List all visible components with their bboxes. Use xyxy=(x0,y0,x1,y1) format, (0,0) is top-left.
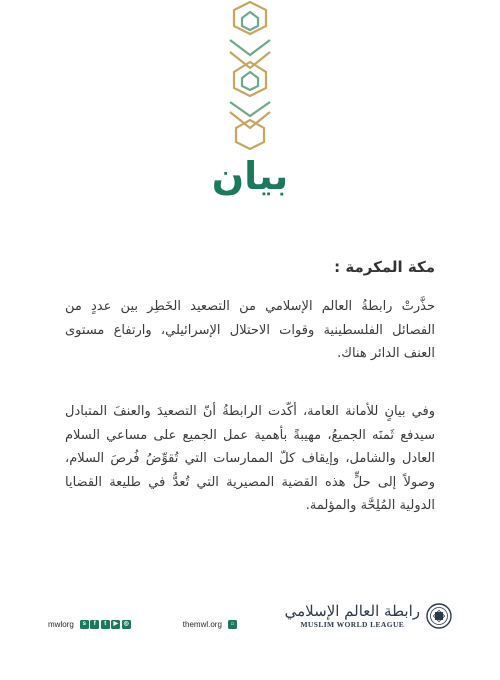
footer xyxy=(0,600,500,650)
logo-arabic: رابطة العالم الإسلامي xyxy=(284,602,420,620)
statement-paragraph-2: وفي بيانٍ للأمانة العامة، أكّدت الرابطةُ أنّ التصعيدَ والعنفَ المتبادل سيدفع ثَمنَه الجميعُ، مهيبةً بأهمية عمل الجميع على مساعي السلام العادل والشامل، وإيقاف كلّ الممارسات التي تُقوِّضُ فُرصَ السلام، وصولاً إلى حلٍّ هذه القضية المصيرية التي تُعدُّ في طليعة القضايا الدولية المُلِحَّة والمؤلمة. xyxy=(65,404,435,513)
social-handle: mwlorg xyxy=(48,620,74,629)
mwl-seal-icon xyxy=(426,603,452,629)
snapchat-icon[interactable]: s xyxy=(80,620,89,629)
page-title: بيان xyxy=(211,154,289,198)
twitter-icon[interactable]: t xyxy=(101,620,110,629)
geometric-ornament xyxy=(210,0,290,150)
mwl-logo xyxy=(285,602,452,630)
footer-links xyxy=(48,620,237,629)
instagram-icon[interactable]: ◎ xyxy=(123,621,129,627)
youtube-icon[interactable]: ▶ xyxy=(111,620,120,629)
location-label: مكة المكرمة : xyxy=(334,258,435,276)
social-icons xyxy=(80,620,131,629)
website-link[interactable]: themwl.org xyxy=(182,620,222,629)
home-icon: ⌂ xyxy=(228,620,237,629)
facebook-icon[interactable]: f xyxy=(90,620,99,629)
logo-english: MUSLIM WORLD LEAGUE xyxy=(300,620,405,629)
statement-paragraph-1: حذَّرتْ رابطةُ العالم الإسلامي من التصعيد الخَطِر بين عددٍ من الفصائل الفلسطينية وقوات الاحتلال الإسرائيلي، وارتفاع مستوى العنف الدائر هناك. xyxy=(65,299,435,361)
